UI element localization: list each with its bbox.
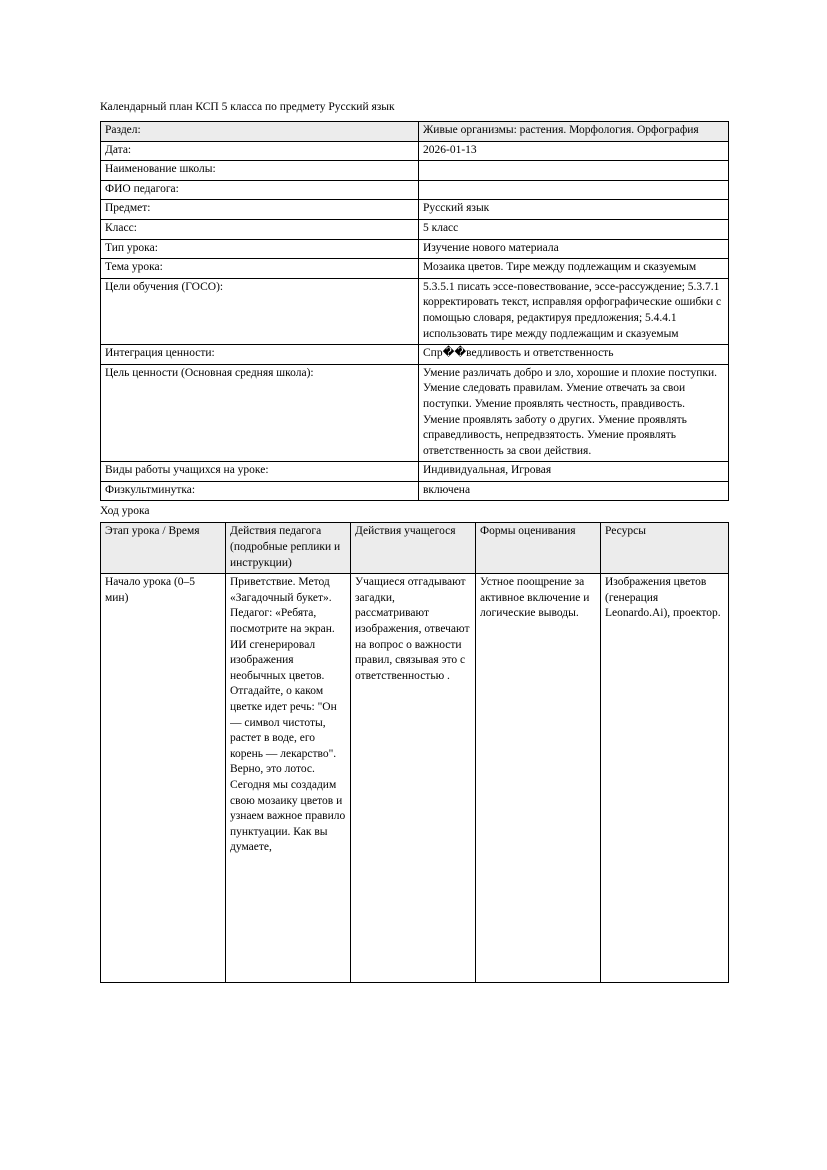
cell-teacher-actions	[226, 574, 351, 983]
table-row	[101, 481, 729, 501]
lesson-info-table	[100, 121, 729, 501]
info-value	[419, 180, 729, 200]
table-row	[101, 278, 729, 344]
cell-teacher-actions-text: Приветствие. Метод «Загадочный букет». Педагог: «Ребята, посмотрите на экран. ИИ сгенерировал изображения необычных цветов. Отгадайте, о каком цветке идет речь: "Он — символ чистоты, растет в воде, его корень — лекарство". Верно, это лотос. Сегодня мы создадим свою мозаику цветов и узнаем важное правило пунктуации. Как вы думаете,	[230, 576, 346, 854]
info-value: Спр��ведливость и ответственность	[419, 345, 729, 365]
info-label: Тема урока:	[101, 259, 419, 279]
lesson-info-body	[101, 122, 729, 501]
info-value: Изучение нового материала	[419, 239, 729, 259]
cell-resources-text: Изображения цветов (генерация Leonardo.Ai), проектор.	[605, 576, 721, 620]
cell-student-actions-text: Учащиеся отгадывают загадки, рассматривают изображения, отвечают на вопрос о важности правил, связывая это с ответственностью .	[355, 576, 470, 682]
info-value: Мозаика цветов. Тире между подлежащим и сказуемым	[419, 259, 729, 279]
info-label: Виды работы учащихся на уроке:	[101, 462, 419, 482]
info-value: 5 класс	[419, 219, 729, 239]
info-value: включена	[419, 481, 729, 501]
info-label: Дата:	[101, 141, 419, 161]
table-row	[101, 364, 729, 462]
table-row	[101, 219, 729, 239]
info-value: 5.3.5.1 писать эссе-повествование, эссе-рассуждение; 5.3.7.1 корректировать текст, исправляя орфографические ошибки с помощью словаря, редактируя предложения; 5.4.4.1 использовать тире между подлежащим и сказуемым	[419, 278, 729, 344]
table-row	[101, 180, 729, 200]
info-label: Интеграция ценности:	[101, 345, 419, 365]
info-label: ФИО педагога:	[101, 180, 419, 200]
table-row	[101, 462, 729, 482]
info-label: Тип урока:	[101, 239, 419, 259]
cell-resources	[601, 574, 729, 983]
info-label: Раздел:	[101, 122, 419, 142]
info-label: Цель ценности (Основная средняя школа):	[101, 364, 419, 462]
lesson-flow-body	[101, 523, 729, 983]
info-label: Физкультминутка:	[101, 481, 419, 501]
lesson-flow-table	[100, 522, 729, 983]
cell-assessment	[476, 574, 601, 983]
info-value: Русский язык	[419, 200, 729, 220]
info-value: Индивидуальная, Игровая	[419, 462, 729, 482]
column-header-stage: Этап урока / Время	[101, 523, 226, 574]
cell-stage	[101, 574, 226, 983]
cell-student-actions	[351, 574, 476, 983]
table-row	[101, 574, 729, 983]
cell-stage-text: Начало урока (0–5 мин)	[105, 576, 196, 604]
column-header-assessment: Формы оценивания	[476, 523, 601, 574]
table-row	[101, 259, 729, 279]
table-row	[101, 141, 729, 161]
table-row	[101, 239, 729, 259]
table-row	[101, 200, 729, 220]
info-label: Наименование школы:	[101, 161, 419, 181]
cell-assessment-text: Устное поощрение за активное включение и логические выводы.	[480, 576, 590, 620]
info-value	[419, 161, 729, 181]
lesson-flow-label: Ход урока	[100, 505, 150, 518]
table-row	[101, 122, 729, 142]
column-header-resources: Ресурсы	[601, 523, 729, 574]
table-row	[101, 161, 729, 181]
column-header-teacher-actions: Действия педагога (подробные реплики и инструкции)	[226, 523, 351, 574]
info-label: Цели обучения (ГОСО):	[101, 278, 419, 344]
page-title: Календарный план КСП 5 класса по предмету Русский язык	[100, 101, 395, 113]
info-label: Предмет:	[101, 200, 419, 220]
table-row	[101, 345, 729, 365]
info-value: 2026-01-13	[419, 141, 729, 161]
info-value: Умение различать добро и зло, хорошие и плохие поступки. Умение следовать правилам. Умение отвечать за свои поступки. Умение проявлять честность, правдивость. Умение проявлять заботу о других. Умение проявлять справедливость, непредвзятость. Умение проявлять ответственность за свои действия.	[419, 364, 729, 462]
info-label: Класс:	[101, 219, 419, 239]
column-header-student-actions: Действия учащегося	[351, 523, 476, 574]
table-header-row	[101, 523, 729, 574]
info-value: Живые организмы: растения. Морфология. Орфография	[419, 122, 729, 142]
